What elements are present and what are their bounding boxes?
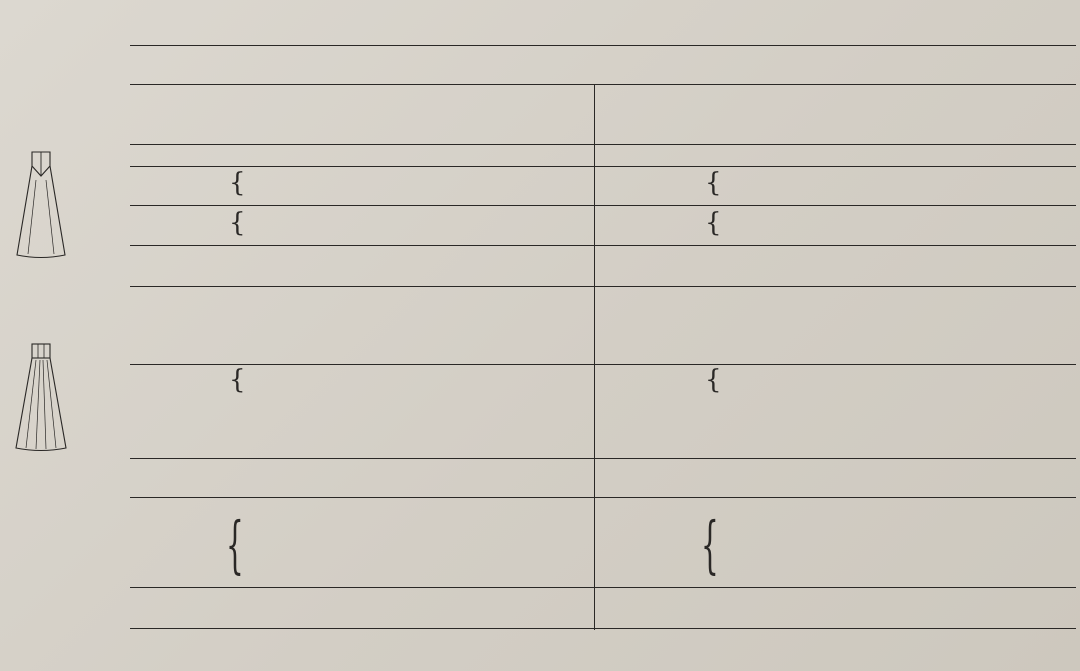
skirt-view-3-4-sketch <box>12 342 70 454</box>
skirt-view-1-2-sketch <box>12 150 70 260</box>
pattern-envelope-back: { { { { { { { { <box>0 0 1080 671</box>
